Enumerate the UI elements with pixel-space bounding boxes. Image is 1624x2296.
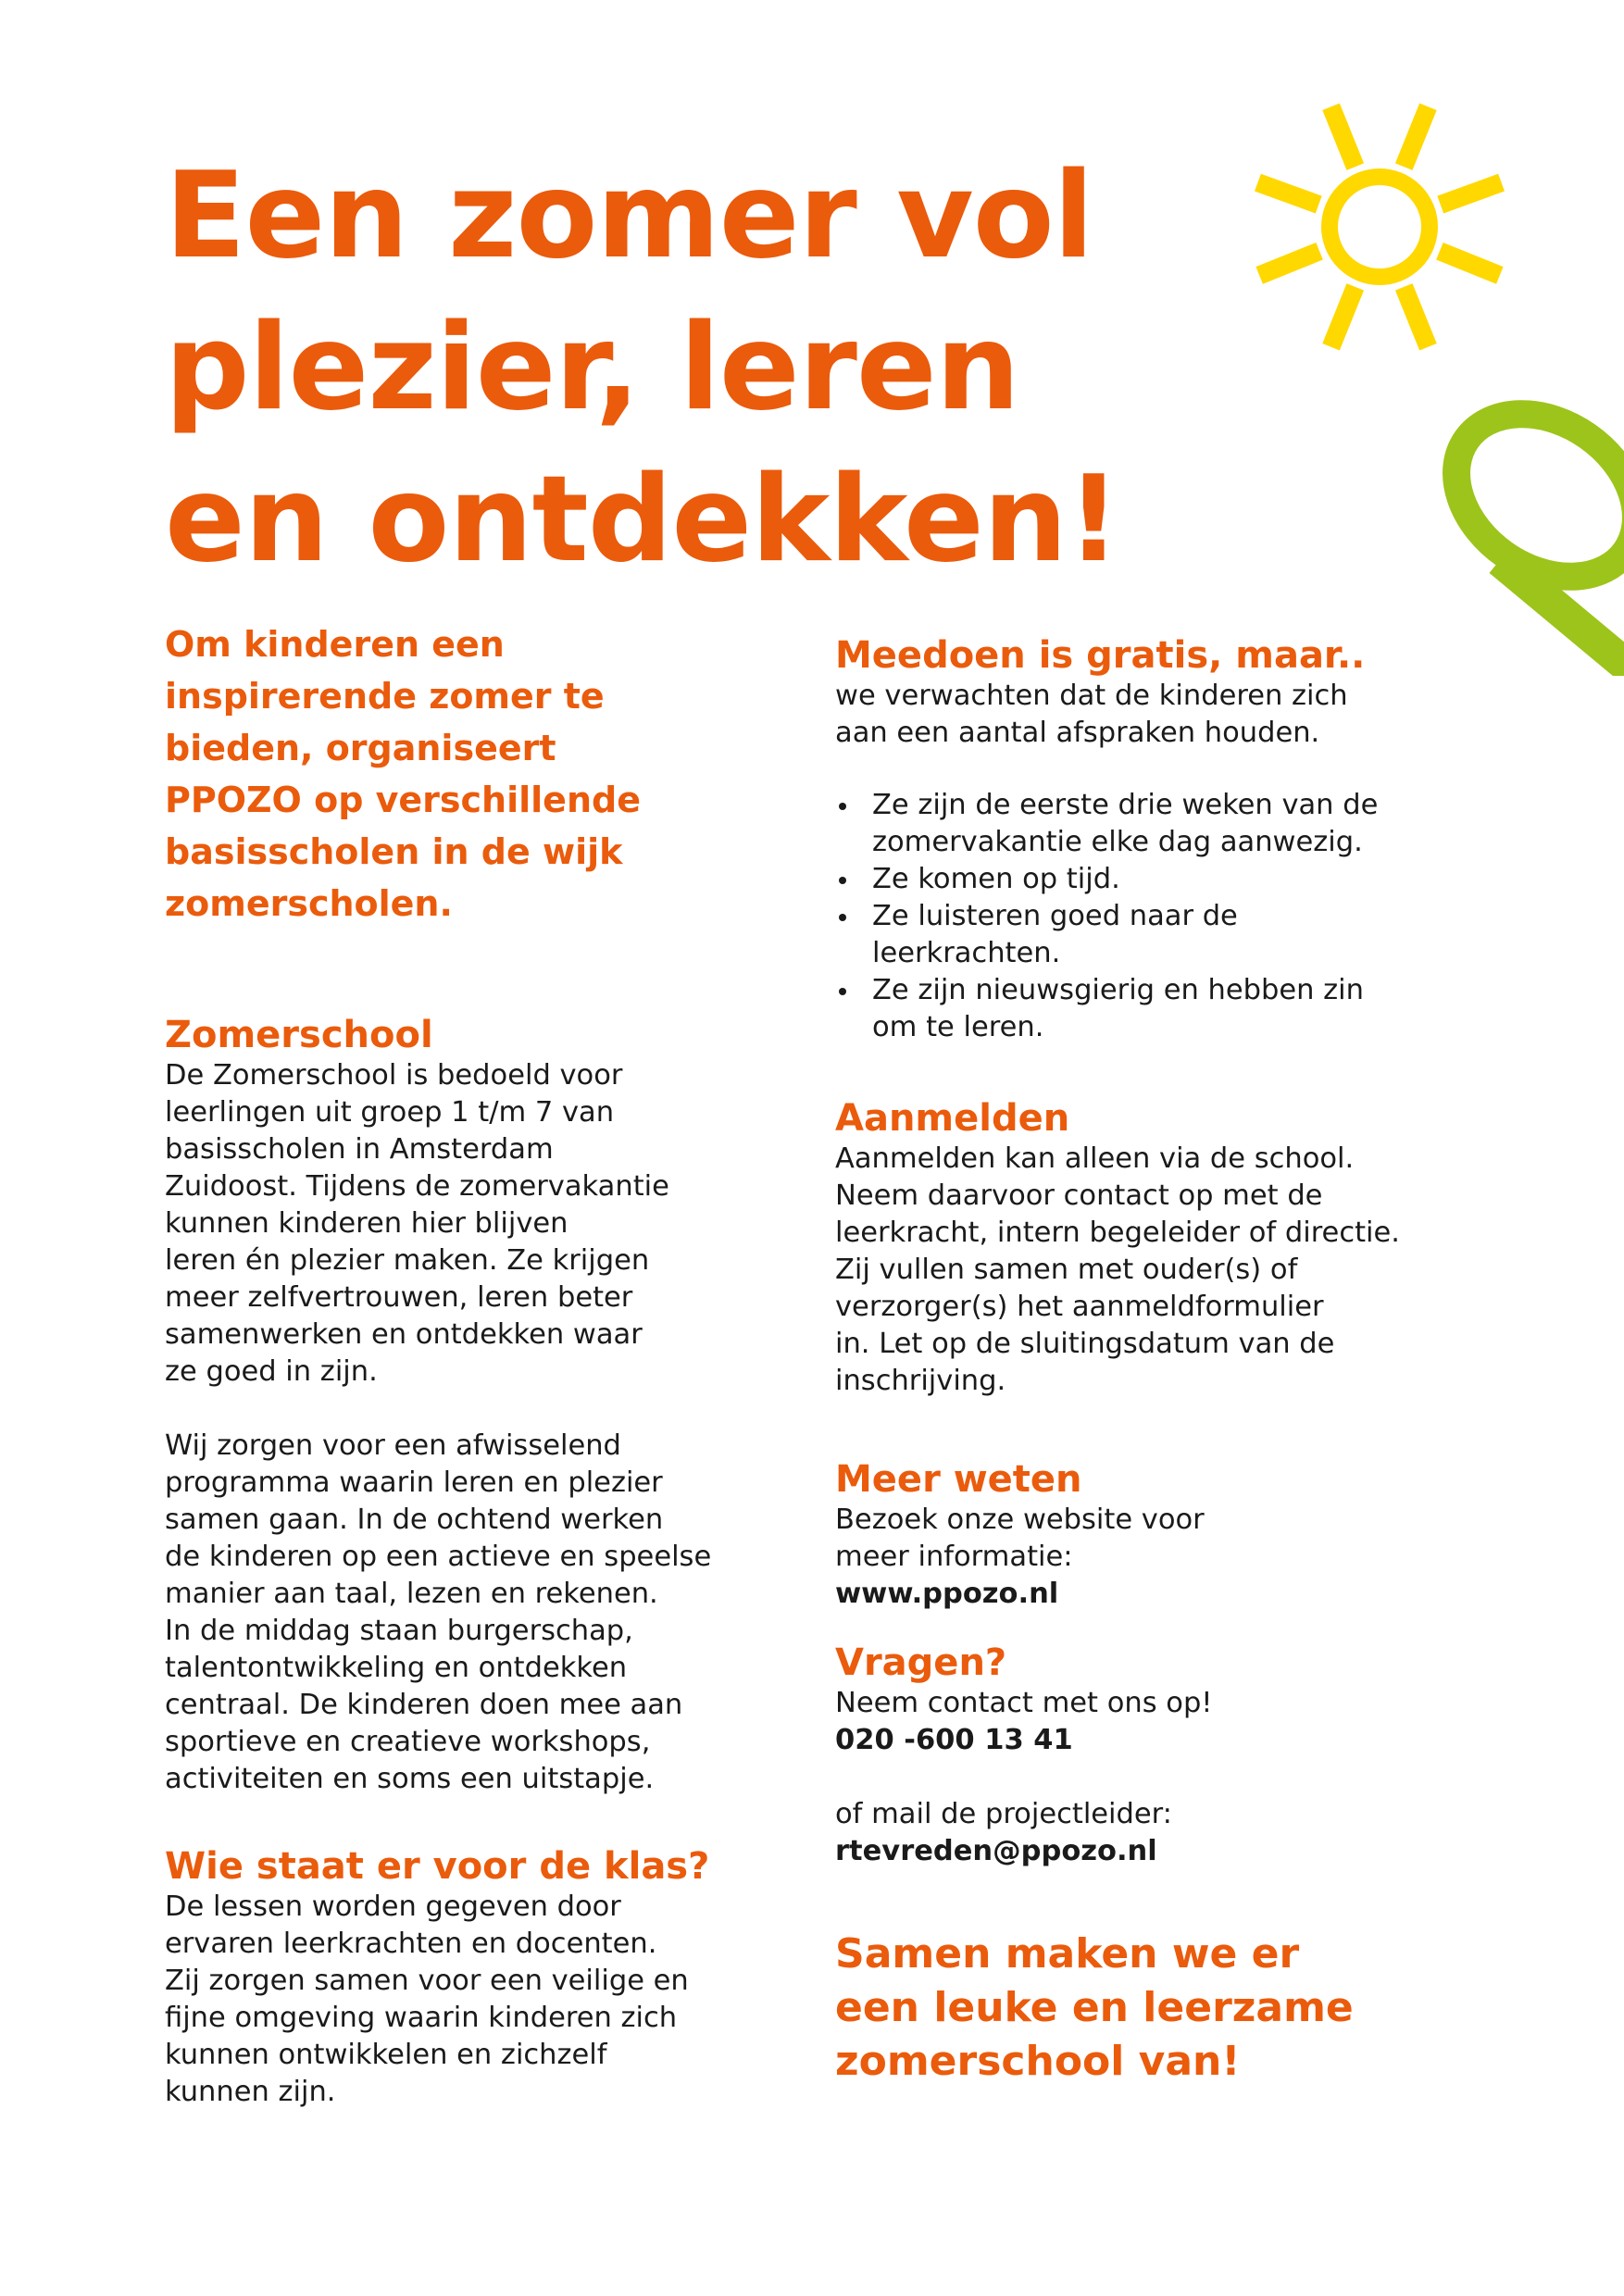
text-line: zomervakantie elke dag aanwezig. [872,826,1363,858]
right-column [835,633,1446,2089]
afspraken-list [835,787,1446,1046]
intro-line: bieden, organiseert [165,728,556,768]
text-line: Aanmelden kan alleen via de school. [835,1142,1355,1175]
list-item [835,861,1446,898]
phone-number[interactable]: 020 -600 13 41 [835,1724,1073,1756]
closing-line: zomerschool van! [835,2038,1241,2085]
text-line: basisscholen in Amsterdam [165,1133,554,1166]
text-line: De lessen worden gegeven door [165,1890,621,1923]
vragen-paragraph [835,1685,1446,1870]
text-line: verzorger(s) het aanmeldformulier [835,1291,1324,1323]
list-item [835,787,1446,861]
text-line: centraal. De kinderen doen mee aan [165,1689,683,1721]
text-line: Zij vullen samen met ouder(s) of [835,1254,1298,1286]
text-line: leerlingen uit groep 1 t/m 7 van [165,1096,615,1129]
text-line: De Zomerschool is bedoeld voor [165,1059,623,1092]
text-line: in. Let op de sluitingsdatum van de [835,1328,1335,1360]
text-line: ervaren leerkrachten en docenten. [165,1928,657,1960]
intro-line: Om kinderen een [165,624,505,665]
meedoen-heading: Meedoen is gratis, maar.. [835,634,1366,677]
meedoen-paragraph [835,678,1446,752]
zomerschool-paragraph-2 [165,1428,785,1798]
intro-line: zomerscholen. [165,883,453,924]
closing-statement [835,1928,1446,2089]
text-line: leren én plezier maken. Ze krijgen [165,1244,650,1277]
intro-line: basisscholen in de wijk [165,831,623,872]
page-title [165,141,1119,596]
text-line: we verwachten dat de kinderen zich [835,680,1348,712]
closing-line: Samen maken we er [835,1930,1300,1978]
text-line: Wij zorgen voor een afwisselend [165,1429,621,1462]
list-item [835,972,1446,1046]
intro-text [165,618,785,930]
website-link[interactable]: www.ppozo.nl [835,1578,1059,1610]
list-item [835,898,1446,972]
text-line: kunnen zijn. [165,2076,336,2108]
vragen-heading: Vragen? [835,1641,1007,1684]
text-line: fijne omgeving waarin kinderen zich [165,2002,678,2034]
text-line: Neem daarvoor contact op met de [835,1179,1323,1212]
text-line: Zij zorgen samen voor een veilige en [165,1965,689,1997]
closing-line: een leuke en leerzame [835,1984,1354,2031]
text-line: programma waarin leren en plezier [165,1466,663,1499]
text-line: leerkracht, intern begeleider of directie. [835,1217,1400,1249]
meer-weten-heading: Meer weten [835,1458,1082,1501]
text-line: meer informatie: [835,1541,1073,1573]
text-line: of mail de projectleider: [835,1798,1172,1830]
text-line: kunnen ontwikkelen en zichzelf [165,2039,607,2071]
text-line: Ze zijn de eerste drie weken van de [872,789,1379,821]
text-line: Ze luisteren goed naar de [872,900,1238,932]
text-line: activiteiten en soms een uitstapje. [165,1763,655,1795]
text-line: talentontwikkeling en ontdekken [165,1652,628,1684]
text-line: manier aan taal, lezen en rekenen. [165,1578,658,1610]
text-line: inschrijving. [835,1365,1006,1397]
text-line: Ze zijn nieuwsgierig en hebben zin [872,974,1364,1006]
klas-heading: Wie staat er voor de klas? [165,1845,710,1888]
email-link[interactable]: rtevreden@ppozo.nl [835,1835,1157,1867]
text-line: om te leren. [872,1011,1044,1043]
text-line: Bezoek onze website voor [835,1504,1205,1536]
headline-line: plezier, leren [165,299,1019,437]
zomerschool-paragraph-1 [165,1057,785,1391]
text-line: leerkrachten. [872,937,1061,969]
aanmelden-heading: Aanmelden [835,1097,1070,1140]
left-column [165,618,785,2111]
intro-line: inspirerende zomer te [165,676,605,717]
meer-weten-paragraph [835,1502,1446,1613]
text-line: meer zelfvertrouwen, leren beter [165,1281,633,1314]
klas-paragraph [165,1889,785,2111]
text-line: ze goed in zijn. [165,1355,378,1388]
text-line: In de middag staan burgerschap, [165,1615,633,1647]
text-line: Ze komen op tijd. [872,863,1120,895]
text-line: sportieve en creatieve workshops, [165,1726,651,1758]
text-line: Neem contact met ons op! [835,1687,1213,1719]
aanmelden-paragraph [835,1141,1446,1400]
text-line: Zuidoost. Tijdens de zomervakantie [165,1170,669,1203]
text-line: samen gaan. In de ochtend werken [165,1504,664,1536]
intro-line: PPOZO op verschillende [165,780,641,820]
text-line: aan een aantal afspraken houden. [835,717,1320,749]
text-line: samenwerken en ontdekken waar [165,1318,643,1351]
headline-line: en ontdekken! [165,451,1120,589]
text-line: kunnen kinderen hier blijven [165,1207,568,1240]
zomerschool-heading: Zomerschool [165,1014,433,1056]
headline-line: Een zomer vol [165,147,1093,285]
sun-icon [1241,88,1546,393]
text-line: de kinderen op een actieve en speelse [165,1541,712,1573]
